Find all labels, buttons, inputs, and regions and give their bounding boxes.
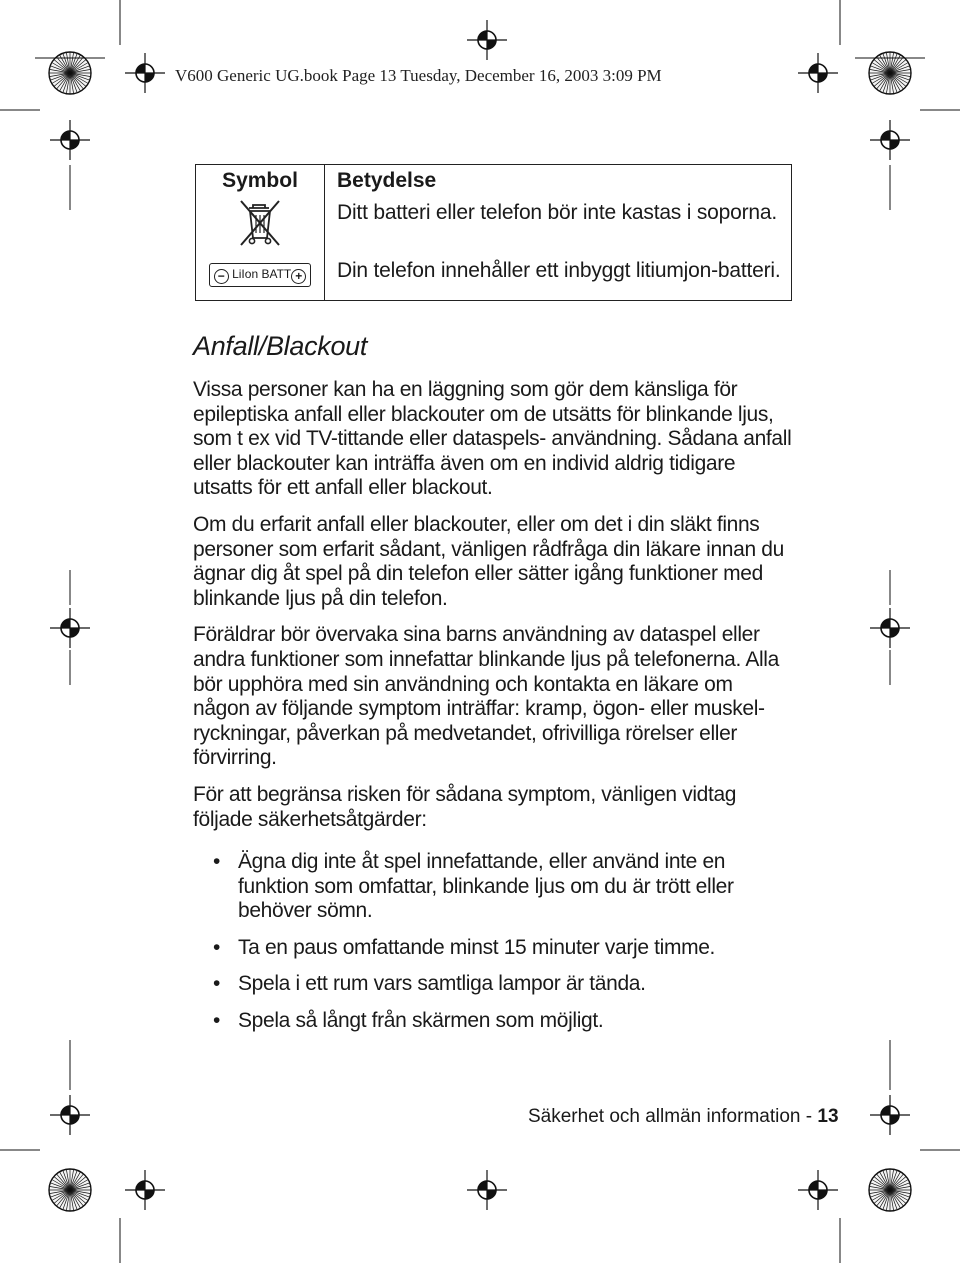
crossed-out-wheelie-bin-icon — [237, 199, 283, 247]
list-item-text: Ta en paus omfattande minst 15 minuter varje timme. — [238, 935, 716, 959]
registration-crosshair-icon — [798, 1170, 838, 1210]
list-item-text: Spela så långt från skärmen som möjligt. — [238, 1009, 604, 1033]
bullet-icon: • — [213, 850, 221, 874]
section-title: Anfall/Blackout — [193, 331, 368, 361]
registration-crosshair-icon — [870, 608, 910, 648]
list-item — [193, 972, 793, 997]
registration-crosshair-icon — [467, 20, 507, 60]
registration-crosshair-icon — [870, 120, 910, 160]
table-row — [196, 255, 792, 301]
li-ion-battery-icon — [209, 263, 311, 287]
section-body — [193, 378, 793, 1046]
registration-crosshair-icon — [50, 1095, 90, 1135]
list-item — [193, 1009, 793, 1034]
paragraph: Föräldrar bör övervaka sina barns användning av dataspel eller andra funktioner som innefattar blinkande ljus på telefonerna. Alla bör upphöra med sin användning och kontakta en läkare om någon av följande symptom inträffar: kramp, ögon- eller muskel- ryckningar, påverkan på medvetandet, ofrivilliga rörelser eller förvirring. — [193, 623, 779, 770]
symbol-cell — [196, 255, 325, 301]
battery-label: LiIon BATT — [232, 267, 292, 281]
bullet-icon: • — [213, 935, 221, 959]
bullet-icon: • — [213, 1009, 221, 1033]
table-row — [196, 197, 792, 255]
symbol-table-header — [196, 165, 792, 198]
column-header-meaning: Betydelse — [337, 169, 437, 192]
symbol-cell — [196, 197, 325, 255]
paragraph: Vissa personer kan ha en läggning som gör dem känsliga för epileptiska anfall eller blackouter om de utsätts för blinkande ljus, som t ex vid TV-tittande eller dataspels- användning. Sådana anfall eller blackouter kan inträffa även om en individ aldrig tidigare utsatts för ett anfall eller blackout. — [193, 378, 792, 500]
minus-icon: − — [214, 269, 229, 284]
footer-section-name: Säkerhet och allmän information - — [528, 1106, 818, 1127]
registration-crosshair-icon — [125, 1170, 165, 1210]
list-item-text: Spela i ett rum vars samtliga lampor är tända. — [238, 972, 646, 996]
bullet-icon: • — [213, 972, 221, 996]
paragraph: För att begränsa risken för sådana symptom, vänligen vidtag följade säkerhetsåtgärder: — [193, 782, 737, 831]
registration-crosshair-icon — [50, 120, 90, 160]
list-item-text: Ägna dig inte åt spel innefattande, eller använd inte en funktion som omfattar, blinkande ljus om du är trött eller behöver sömn. — [238, 850, 734, 923]
precaution-list — [193, 850, 793, 1034]
symbol-table — [195, 164, 792, 301]
list-item — [193, 936, 793, 961]
symbol-meaning: Ditt batteri eller telefon bör inte kastas i soporna. — [337, 201, 777, 224]
list-item — [193, 850, 793, 924]
page-footer — [528, 1106, 839, 1128]
registration-crosshair-icon — [50, 608, 90, 648]
symbol-meaning: Din telefon innehåller ett inbyggt litiumjon-batteri. — [337, 259, 781, 282]
starburst-target-icon — [49, 1169, 91, 1211]
plus-icon: + — [291, 269, 306, 284]
registration-crosshair-icon — [798, 53, 838, 93]
column-header-symbol: Symbol — [196, 165, 325, 198]
registration-crosshair-icon — [125, 53, 165, 93]
registration-crosshair-icon — [870, 1095, 910, 1135]
page-number: 13 — [817, 1106, 839, 1127]
registration-crosshair-icon — [467, 1170, 507, 1210]
print-header: V600 Generic UG.book Page 13 Tuesday, December 16, 2003 3:09 PM — [175, 66, 662, 85]
starburst-target-icon — [869, 1169, 911, 1211]
paragraph: Om du erfarit anfall eller blackouter, eller om det i din släkt finns personer som erfarit sådant, vänligen rådfråga din läkare innan du ägnar dig åt spel på din telefon eller sätter igång funktioner med blinkande ljus på din telefon. — [193, 512, 784, 610]
